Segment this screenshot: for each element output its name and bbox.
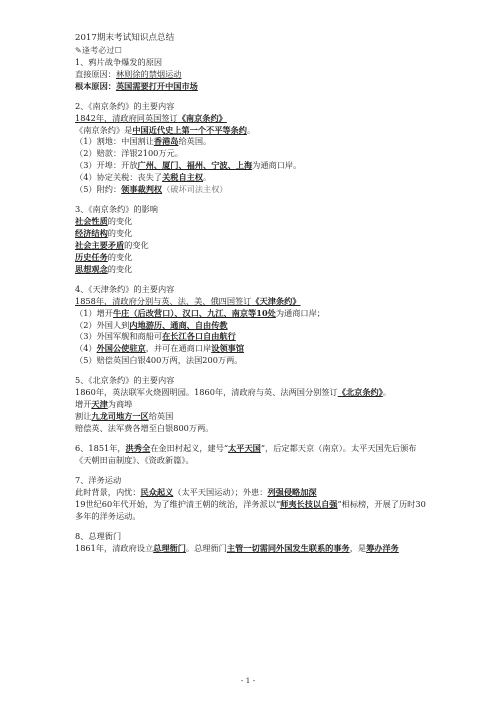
key-term: 思想观念 [75,263,108,274]
key-term: 广州、厦门、福州、宁波、上海 [137,160,253,171]
key-term: 英国需要打开中国市场 [115,80,198,91]
text-line: （1）割地：中国割让香港岛给英国。 [75,136,212,147]
key-term: 筹办洋务 [366,542,399,553]
key-term: 在长江各口自由航行 [162,331,236,342]
key-term: 经济结构 [75,227,108,238]
section-heading: 1、鸦片战争爆发的原因 [75,56,163,67]
key-term: 设领事馆 [211,343,245,354]
key-term: 师夷长技以自强 [280,498,338,509]
list-item: 社会性质的变化 [75,216,133,227]
key-term: 总理衙门 [153,542,186,553]
text-line: 根本原因：英国需要打开中国市场 [75,80,198,91]
key-term: 外国公使驻京 [96,343,146,354]
key-term: 《北京条约》 [337,387,383,398]
section-heading: 4、《天津条约》的主要内容 [75,283,175,294]
key-term: 牛庄（后改营口）、汉口、九江、南京等10处 [112,307,276,318]
key-term: 关税自主权 [162,172,204,183]
key-term: 天津 [91,399,108,410]
key-term: 《天津条约》 [251,295,301,306]
text-line: 19世纪60年代开始，为了维护清王朝的统治，洋务派以“师夷长技以自强”相标榜，开展了历时30多年的洋务运动。 [75,498,426,521]
text-line: 6、1851年，洪秀全在金田村起义，建号“太平天国”，后定都天京（南京）。太平天国先后颁布《天朝田亩制度》、《资政新篇》。 [75,443,417,465]
key-term: 林则徐的禁烟运动 [115,68,182,79]
key-term: 社会性质 [75,216,108,227]
key-term: 历史任务 [75,251,108,262]
text-line: 1861年，清政府设立总理衙门。总理衙门主管一切需同外国发生联系的事务，是筹办洋务 [75,542,399,553]
text-line: 1858年，清政府分别与英、法、美、俄四国签订《天津条约》 [75,295,301,306]
section-heading: 7、洋务运动 [75,475,122,486]
document-subtitle: ✎逢考必过☐ [75,44,122,55]
document-body [75,33,427,555]
text-line: 1860年，英法联军火烧圆明园。1860年，清政府与英、法两国分别签订《北京条约》。 [75,387,391,398]
text-line: 直接原因：林则徐的禁烟运动 [75,68,182,79]
key-term: 列强侵略加深 [267,486,317,497]
text-line: （4）协定关税：丧失了关税自主权。 [75,172,212,183]
text-line: （1）增开牛庄（后改营口）、汉口、九江、南京等10处为通商口岸； [75,307,325,318]
text-line: 割让九龙司地方一区给英国 [75,411,174,422]
key-term: 香港岛 [153,136,179,147]
key-term: 领事裁判权 [121,184,163,195]
document-title: 2017期末考试知识点总结 [75,33,175,43]
key-term: 太平天国 [228,443,261,454]
section-heading: 8、总理衙门 [75,530,122,541]
key-term: 社会主要矛盾 [75,239,125,250]
text-line: 1842年，清政府同英国签订《南京条约》 [75,112,227,123]
text-line: （2）外国人到内地游历、通商、自由传教 [75,319,228,330]
text-line: 增开天津为商埠 [75,399,133,410]
text-line: （3）开埠：开放广州、厦门、福州、宁波、上海为通商口岸。 [75,160,302,171]
key-term: 主管一切需同外国发生联系的事务 [226,542,350,553]
list-item: 经济结构的变化 [75,227,133,238]
key-term: 洪秀全 [125,443,151,454]
text-line: （3）外国军舰和商船可在长江各口自由航行 [75,331,236,342]
text-line: 此时背景，内忧：民众起义（太平天国运动）；外患：列强侵略加深 [75,486,317,497]
text-line: 《南京条约》是中国近代史上第一个不平等条约。 [75,124,256,135]
text-line: 赔偿英、法军费各增至白银800万两。 [75,422,214,433]
text-line: （2）赔款：洋银2100万元。 [75,148,183,159]
key-term: 《南京条约》 [177,112,227,123]
text-line: （5）赔偿英国白银400万两，法国200万两。 [75,355,243,366]
section-heading: 2、《南京条约》的主要内容 [75,100,175,111]
key-term: 九龙司地方一区 [91,411,149,422]
text-line: （5）附约：领事裁判权（破坏司法主权） [75,184,228,195]
section-heading: 5、《北京条约》的主要内容 [75,375,175,386]
key-term: 中国近代史上第一个不平等条约 [132,124,247,135]
key-term: 民众起义 [140,486,174,497]
list-item: 社会主要矛盾的变化 [75,239,149,250]
key-term: 内地游历、通商、自由传教 [129,319,228,330]
page-number: - 1 - [240,676,256,685]
section-heading: 3、《南京条约》的影响 [75,204,158,215]
text-line: （4）外国公使驻京，并可在通商口岸设领事馆 [75,343,245,354]
list-item: 历史任务的变化 [75,251,133,262]
list-item: 思想观念的变化 [75,263,133,274]
